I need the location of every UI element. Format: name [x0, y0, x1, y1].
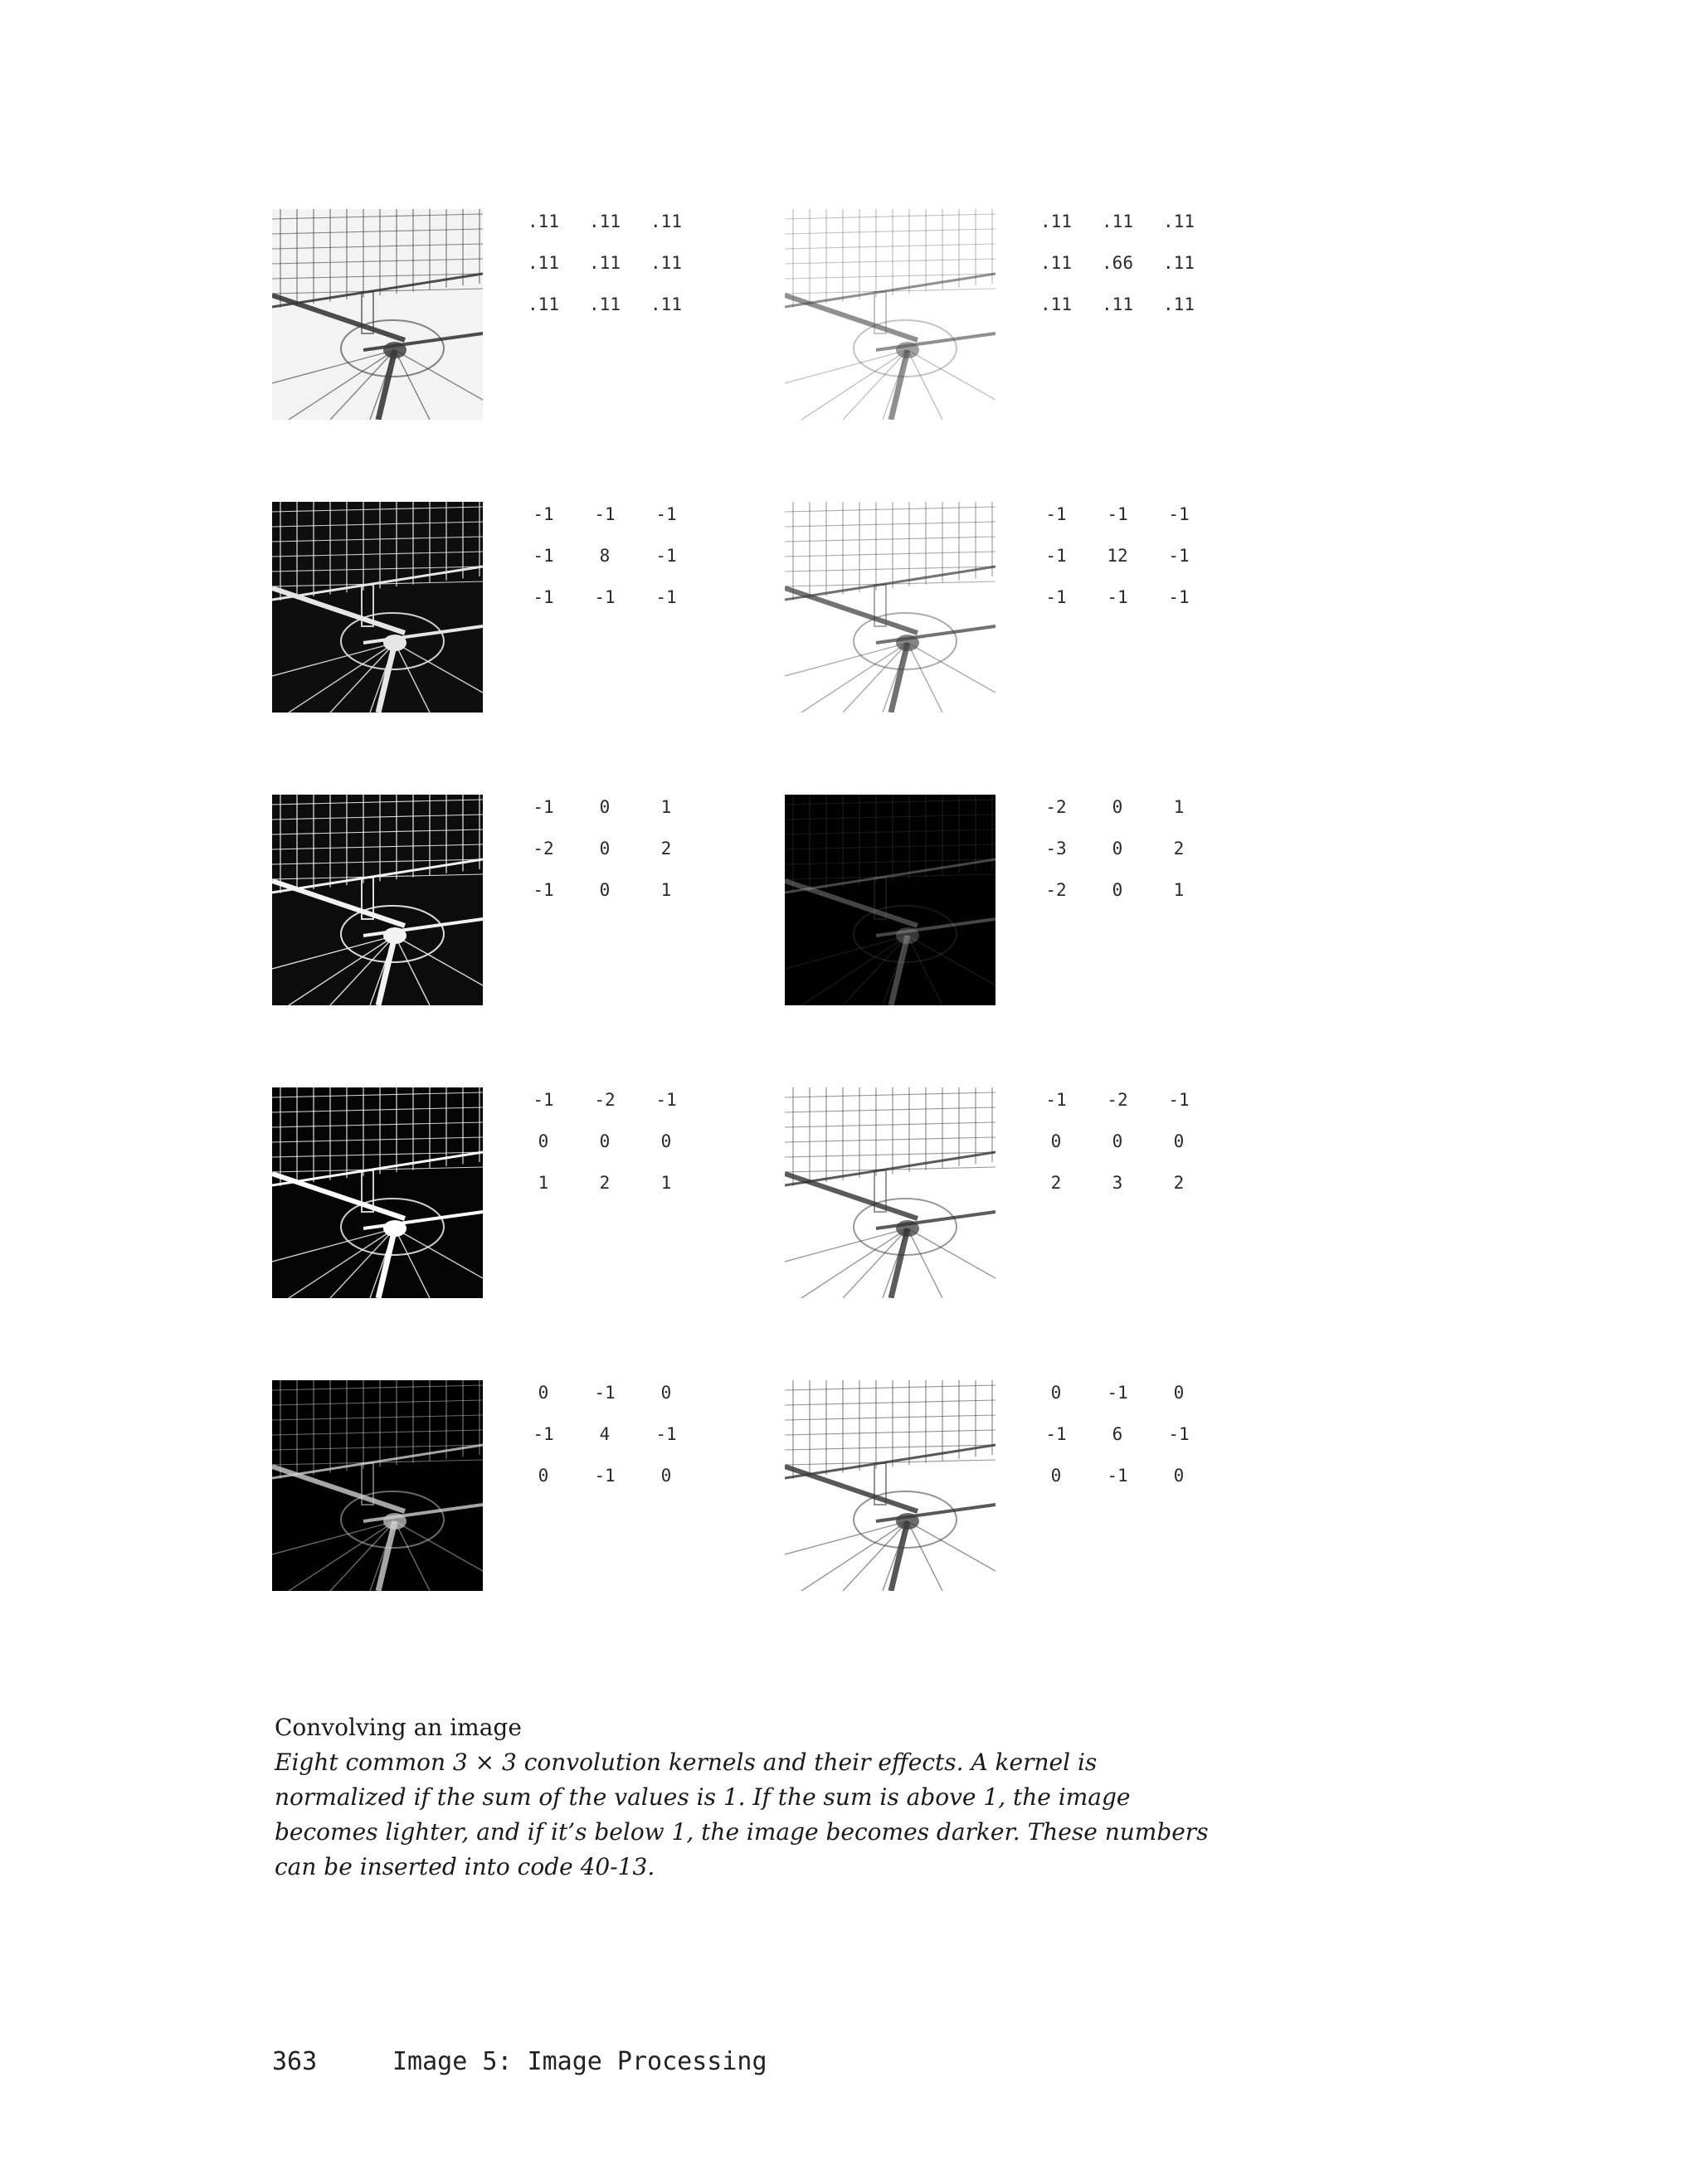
- kernel-value: -1: [594, 504, 616, 524]
- kernel-value: 0: [1173, 1383, 1185, 1403]
- kernel-value: .11: [528, 294, 559, 314]
- kernel-value: .11: [1163, 212, 1195, 231]
- kernel-value: -1: [533, 1424, 554, 1444]
- kernel-row: [513, 1170, 712, 1212]
- kernel-row: [1025, 1422, 1224, 1463]
- kernel-row: [1025, 1087, 1224, 1129]
- kernel-value: 0: [660, 1383, 672, 1403]
- kernel-value: 2: [1173, 1173, 1185, 1193]
- kernel-matrix: [1025, 795, 1224, 919]
- kernel-value: -1: [533, 1090, 554, 1110]
- kernel-value: -2: [1107, 1090, 1128, 1110]
- kernel-value: .11: [528, 212, 559, 231]
- kernel-value: .11: [589, 212, 621, 231]
- kernel-value: .11: [1102, 212, 1133, 231]
- kernel-row: [513, 209, 712, 251]
- kernel-value: -2: [1045, 880, 1067, 900]
- caption-title: Convolving an image: [275, 1714, 522, 1741]
- kernel-value: .11: [650, 212, 682, 231]
- filtered-photo-graphic: [272, 1380, 483, 1591]
- kernel-value: 0: [599, 797, 611, 817]
- kernel-row: [1025, 795, 1224, 836]
- filtered-image: [785, 502, 996, 713]
- kernel-row: [1025, 1129, 1224, 1170]
- kernel-matrix: [513, 209, 712, 333]
- filtered-photo-graphic: [785, 209, 996, 420]
- kernel-value: -1: [1168, 587, 1190, 607]
- kernel-value: -1: [1107, 1466, 1128, 1486]
- kernel-matrix: [513, 502, 712, 626]
- filtered-image: [272, 502, 483, 713]
- kernel-value: .11: [650, 253, 682, 273]
- kernel-row: [1025, 585, 1224, 626]
- kernel-value: 0: [1112, 839, 1123, 859]
- kernel-value: -1: [1107, 1383, 1128, 1403]
- kernel-value: .11: [528, 253, 559, 273]
- kernel-value: .11: [650, 294, 682, 314]
- kernel-value: 1: [660, 880, 672, 900]
- kernel-value: 2: [599, 1173, 611, 1193]
- kernel-row: [1025, 1380, 1224, 1422]
- kernel-row: [1025, 543, 1224, 585]
- kernel-value: 1: [660, 1173, 672, 1193]
- kernel-value: 0: [538, 1383, 549, 1403]
- filtered-image: [272, 1087, 483, 1298]
- kernel-value: -1: [655, 1424, 677, 1444]
- filtered-photo-graphic: [785, 502, 996, 713]
- kernel-value: .11: [1163, 294, 1195, 314]
- filtered-photo-graphic: [785, 795, 996, 1005]
- kernel-row: [513, 836, 712, 878]
- kernel-row: [513, 543, 712, 585]
- kernel-value: 2: [1173, 839, 1185, 859]
- kernel-value: 0: [1112, 1131, 1123, 1151]
- page-number: 363: [272, 2047, 318, 2076]
- kernel-value: .11: [1040, 253, 1072, 273]
- kernel-row: [513, 251, 712, 292]
- kernel-value: -2: [1045, 797, 1067, 817]
- kernel-row: [1025, 1170, 1224, 1212]
- kernel-value: .11: [589, 253, 621, 273]
- kernel-row: [1025, 209, 1224, 251]
- kernel-row: [1025, 502, 1224, 543]
- kernel-value: -1: [1107, 587, 1128, 607]
- kernel-value: 1: [538, 1173, 549, 1193]
- kernel-value: 0: [538, 1466, 549, 1486]
- kernel-value: -1: [533, 504, 554, 524]
- filtered-photo-graphic: [272, 1087, 483, 1298]
- filtered-photo-graphic: [785, 1087, 996, 1298]
- kernel-value: 6: [1112, 1424, 1123, 1444]
- kernel-row: [1025, 836, 1224, 878]
- kernel-row: [513, 1129, 712, 1170]
- kernel-value: -1: [1045, 504, 1067, 524]
- kernel-value: -1: [1045, 587, 1067, 607]
- filtered-photo-graphic: [272, 502, 483, 713]
- kernel-value: 1: [660, 797, 672, 817]
- kernel-value: -1: [655, 546, 677, 566]
- kernel-value: .11: [589, 294, 621, 314]
- kernel-value: -1: [1168, 546, 1190, 566]
- kernel-matrix: [1025, 502, 1224, 626]
- kernel-value: 2: [1050, 1173, 1062, 1193]
- kernel-value: 3: [1112, 1173, 1123, 1193]
- kernel-value: -1: [1045, 1424, 1067, 1444]
- kernel-row: [513, 1087, 712, 1129]
- filtered-image: [785, 1087, 996, 1298]
- filtered-photo-graphic: [272, 209, 483, 420]
- kernel-value: -1: [533, 797, 554, 817]
- kernel-value: -1: [594, 587, 616, 607]
- kernel-row: [513, 1422, 712, 1463]
- section-title: Image 5: Image Processing: [392, 2047, 767, 2076]
- kernel-matrix: [1025, 1087, 1224, 1212]
- kernel-value: 8: [599, 546, 611, 566]
- kernel-value: 0: [599, 839, 611, 859]
- kernel-matrix: [513, 1087, 712, 1212]
- kernel-value: 0: [1050, 1131, 1062, 1151]
- kernel-value: -1: [594, 1383, 616, 1403]
- kernel-row: [1025, 251, 1224, 292]
- kernel-value: .11: [1040, 294, 1072, 314]
- kernel-matrix: [513, 795, 712, 919]
- kernel-value: .66: [1102, 253, 1133, 273]
- kernel-row: [513, 795, 712, 836]
- kernel-value: 12: [1107, 546, 1128, 566]
- kernel-value: -1: [1107, 504, 1128, 524]
- filtered-image: [785, 209, 996, 420]
- kernel-value: .11: [1040, 212, 1072, 231]
- kernel-row: [1025, 878, 1224, 919]
- kernel-value: 2: [660, 839, 672, 859]
- kernel-value: -1: [1168, 504, 1190, 524]
- kernel-row: [1025, 1463, 1224, 1505]
- kernel-value: -1: [533, 880, 554, 900]
- kernel-value: 0: [538, 1131, 549, 1151]
- kernel-row: [513, 292, 712, 333]
- kernel-value: -1: [594, 1466, 616, 1486]
- kernel-value: 1: [1173, 880, 1185, 900]
- kernel-value: 0: [660, 1131, 672, 1151]
- kernel-value: -1: [1168, 1424, 1190, 1444]
- kernel-value: -1: [1045, 1090, 1067, 1110]
- kernel-value: -2: [533, 839, 554, 859]
- kernel-value: 0: [1173, 1466, 1185, 1486]
- filtered-image: [785, 795, 996, 1005]
- kernel-value: -1: [1168, 1090, 1190, 1110]
- filtered-image: [272, 1380, 483, 1591]
- kernel-value: -3: [1045, 839, 1067, 859]
- kernel-value: -1: [655, 504, 677, 524]
- kernel-value: 0: [660, 1466, 672, 1486]
- figure-caption: [275, 1710, 1229, 1885]
- kernel-value: -1: [533, 546, 554, 566]
- kernel-matrix: [513, 1380, 712, 1505]
- kernel-value: 0: [1050, 1383, 1062, 1403]
- kernel-value: -1: [655, 1090, 677, 1110]
- kernel-value: 0: [599, 880, 611, 900]
- kernel-value: 0: [1112, 880, 1123, 900]
- filtered-photo-graphic: [785, 1380, 996, 1591]
- kernel-value: .11: [1163, 253, 1195, 273]
- filtered-image: [785, 1380, 996, 1591]
- kernel-value: -1: [655, 587, 677, 607]
- kernel-row: [513, 1463, 712, 1505]
- kernel-value: 0: [1173, 1131, 1185, 1151]
- kernel-value: -1: [533, 587, 554, 607]
- kernel-row: [513, 1380, 712, 1422]
- kernel-value: -1: [1045, 546, 1067, 566]
- kernel-row: [1025, 292, 1224, 333]
- kernel-value: 0: [1112, 797, 1123, 817]
- caption-body: Eight common 3 × 3 convolution kernels and their effects. A kernel is normalized if the sum of the values is 1. If the sum is above 1, the image becomes lighter, and if it’s below 1, the image becomes darker. These numbers can be inserted into code 40-13.: [275, 1749, 1209, 1880]
- kernel-matrix: [1025, 1380, 1224, 1505]
- kernel-row: [513, 878, 712, 919]
- filtered-image: [272, 209, 483, 420]
- kernel-value: -2: [594, 1090, 616, 1110]
- kernel-value: 0: [1050, 1466, 1062, 1486]
- filtered-image: [272, 795, 483, 1005]
- kernel-value: 0: [599, 1131, 611, 1151]
- kernel-value: 1: [1173, 797, 1185, 817]
- kernel-row: [513, 585, 712, 626]
- kernel-value: 4: [599, 1424, 611, 1444]
- filtered-photo-graphic: [272, 795, 483, 1005]
- kernel-row: [513, 502, 712, 543]
- kernel-matrix: [1025, 209, 1224, 333]
- kernel-value: .11: [1102, 294, 1133, 314]
